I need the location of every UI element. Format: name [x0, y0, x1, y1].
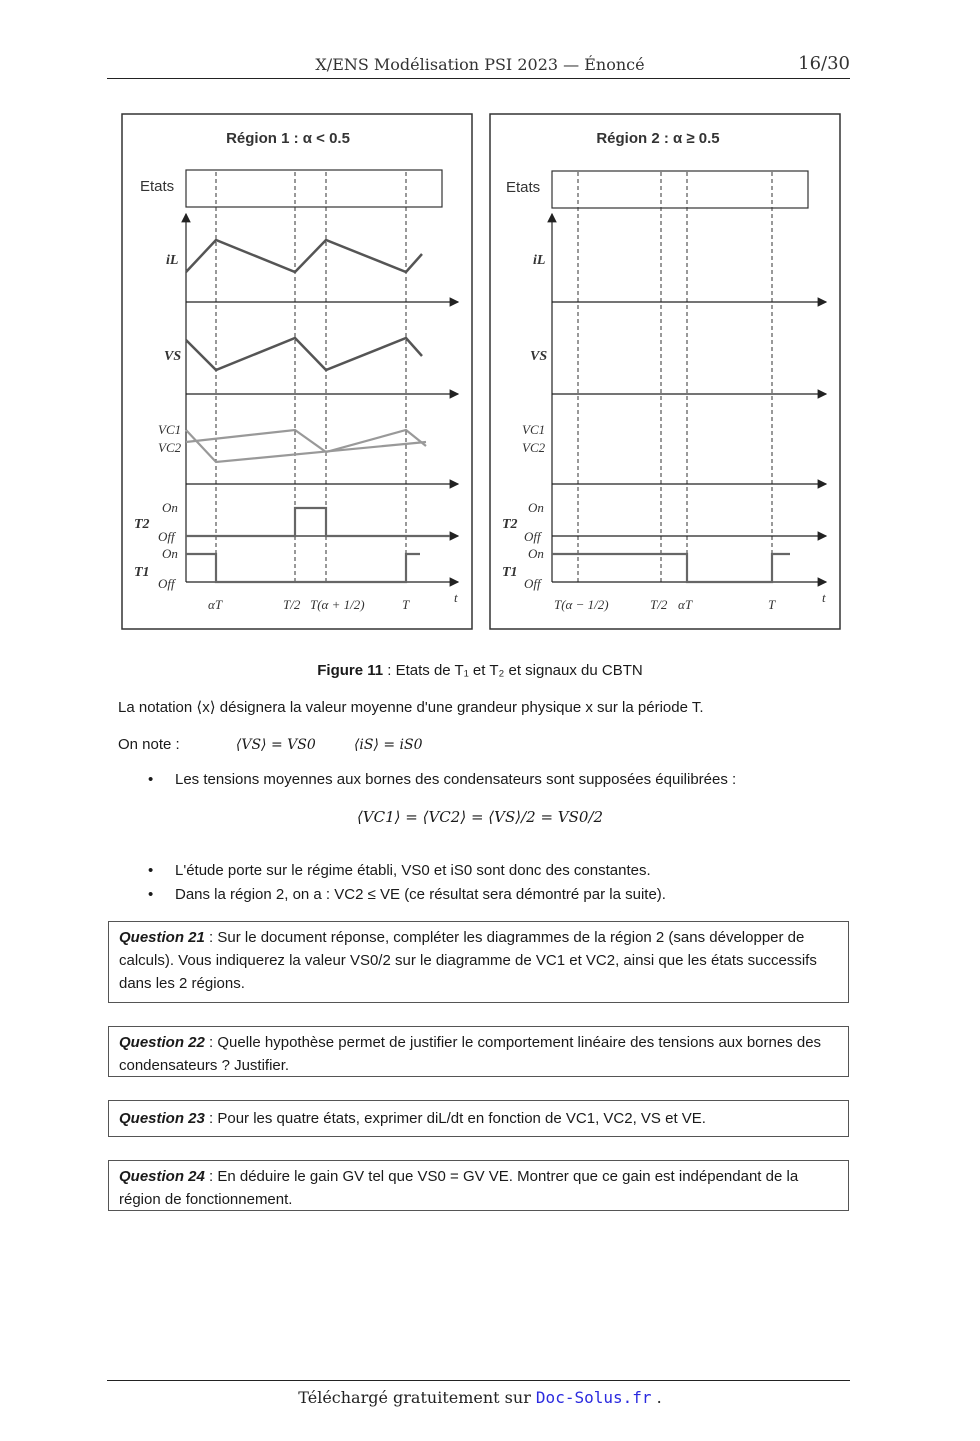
region-1-tick-T: T — [402, 597, 410, 612]
capacitor-balance-equation: ⟨VC1⟩ = ⟨VC2⟩ = ⟨VS⟩/2 = VS0/2 — [356, 808, 604, 826]
region-1-vc1-trace — [186, 430, 426, 452]
bullet-3-text: Dans la région 2, on a : VC2 ≤ VE (ce résultat sera démontré par la suite). — [175, 886, 666, 903]
region-2-vc1-label: VC1 — [522, 422, 546, 437]
region-1-t2-on-label: On — [162, 500, 178, 515]
region-1-axis-t: t — [454, 590, 458, 605]
region-1-vc2-label: VC2 — [158, 440, 182, 455]
question-23-box — [108, 1100, 849, 1137]
notation-paragraph: La notation ⟨x⟩ désignera la valeur moyenne d'une grandeur physique x sur la période T. — [118, 699, 704, 716]
region-2-title: Région 2 : α ≥ 0.5 — [596, 130, 720, 147]
region-1-tick-T-half: T/2 — [283, 597, 301, 612]
region-2-t1-on-label: On — [528, 546, 544, 561]
region-1-t2-off-label: Off — [158, 529, 175, 544]
question-24-box — [108, 1160, 849, 1211]
region-1-il-label: iL — [166, 253, 179, 268]
region-1-vc1-label: VC1 — [158, 422, 182, 437]
region-2-tick-alphaT: αT — [678, 597, 693, 612]
footer-text: Téléchargé gratuitement sur — [298, 1388, 536, 1407]
region-2-t2-off-label: Off — [524, 529, 541, 544]
question-23-label: Question 23 — [119, 1110, 205, 1127]
region-2-t1-trace — [552, 554, 790, 582]
question-21-box — [108, 921, 849, 1003]
on-note-eq-vs: ⟨VS⟩ = VS0 — [235, 737, 316, 753]
footer-link[interactable]: Doc-Solus.fr — [535, 1388, 652, 1407]
figure-caption-text: : Etats de T₁ et T₂ et signaux du CBTN — [383, 662, 643, 679]
on-note-eq-is: ⟨iS⟩ = iS0 — [353, 737, 423, 753]
question-23-text: : Pour les quatre états, exprimer diL/dt en fonction de VC1, VC2, VS et VE. — [204, 1110, 706, 1127]
region-2-t2-on-label: On — [528, 500, 544, 515]
region-1-tick-alphaT: αT — [208, 597, 223, 612]
region-2-states-label: Etats — [506, 179, 541, 196]
region-2-tick-T-alpha-minus-half: T(α − 1/2) — [554, 597, 609, 612]
region-1-t1-off-label: Off — [158, 576, 175, 591]
region-2-panel — [490, 114, 840, 629]
question-24-text: : En déduire le gain GV tel que VS0 = GV VE. Montrer que ce gain est indépendant de la région de fonctionnement. — [119, 1168, 799, 1208]
page-header-title: X/ENS Modélisation PSI 2023 — Énoncé — [315, 55, 645, 74]
question-21-label: Question 21 — [119, 929, 205, 946]
region-1-vs-trace — [186, 338, 422, 370]
region-2-t1-off-label: Off — [524, 576, 541, 591]
region-1-t2-trace — [186, 508, 450, 536]
footer — [0, 1388, 960, 1407]
question-21-text: : Sur le document réponse, compléter les diagrammes de la région 2 (sans développer de calculs). Vous indiquerez la valeur VS0/2 sur le diagramme de VC1 et VC2, ainsi que les états successifs dans les 2 régions. — [119, 929, 817, 992]
region-1-states-label: Etats — [140, 178, 175, 195]
bullet-2-dot: • — [148, 862, 154, 879]
region-1-panel — [122, 114, 472, 629]
region-1-tick-T-alpha-plus-half: T(α + 1/2) — [310, 597, 365, 612]
bullet-2-text: L'étude porte sur le régime établi, VS0 et iS0 sont donc des constantes. — [175, 862, 651, 879]
region-1-vs-label: VS — [164, 349, 182, 364]
region-1-t1-label: T1 — [134, 565, 150, 580]
region-1-title: Région 1 : α < 0.5 — [226, 130, 350, 147]
footer-suffix: . — [651, 1388, 662, 1407]
region-2-tick-T-half: T/2 — [650, 597, 668, 612]
question-22-text: : Quelle hypothèse permet de justifier le comportement linéaire des tensions aux bornes des condensateurs ? Justifier. — [119, 1034, 822, 1074]
figure-caption-label: Figure 11 — [317, 662, 384, 679]
region-1-states-box — [186, 170, 442, 207]
question-22-label: Question 22 — [119, 1034, 205, 1051]
region-2-t1-label: T1 — [502, 565, 518, 580]
region-2-il-label: iL — [533, 253, 546, 268]
region-2-t2-label: T2 — [502, 517, 518, 532]
on-note-label: On note : — [118, 736, 180, 753]
region-2-axis-t: t — [822, 590, 826, 605]
region-1-t2-label: T2 — [134, 517, 150, 532]
question-24-label: Question 24 — [119, 1168, 205, 1185]
question-22-box — [108, 1026, 849, 1077]
region-1-il-trace — [186, 240, 422, 272]
region-2-tick-T: T — [768, 597, 776, 612]
region-2-vs-label: VS — [530, 349, 548, 364]
on-note-line — [118, 735, 423, 755]
bullet-3-dot: • — [148, 886, 154, 903]
bullet-1-text: Les tensions moyennes aux bornes des condensateurs sont supposées équilibrées : — [175, 771, 737, 788]
page-number: 16/30 — [798, 53, 850, 74]
header-rule — [107, 78, 850, 79]
footer-rule — [107, 1380, 850, 1381]
region-2-states-box — [552, 171, 808, 208]
region-1-t1-trace — [186, 554, 420, 582]
region-2-vc2-label: VC2 — [522, 440, 546, 455]
region-1-t1-on-label: On — [162, 546, 178, 561]
figure-11-diagram — [120, 112, 842, 632]
figure-caption — [0, 662, 960, 679]
bullet-1-dot: • — [148, 771, 154, 788]
